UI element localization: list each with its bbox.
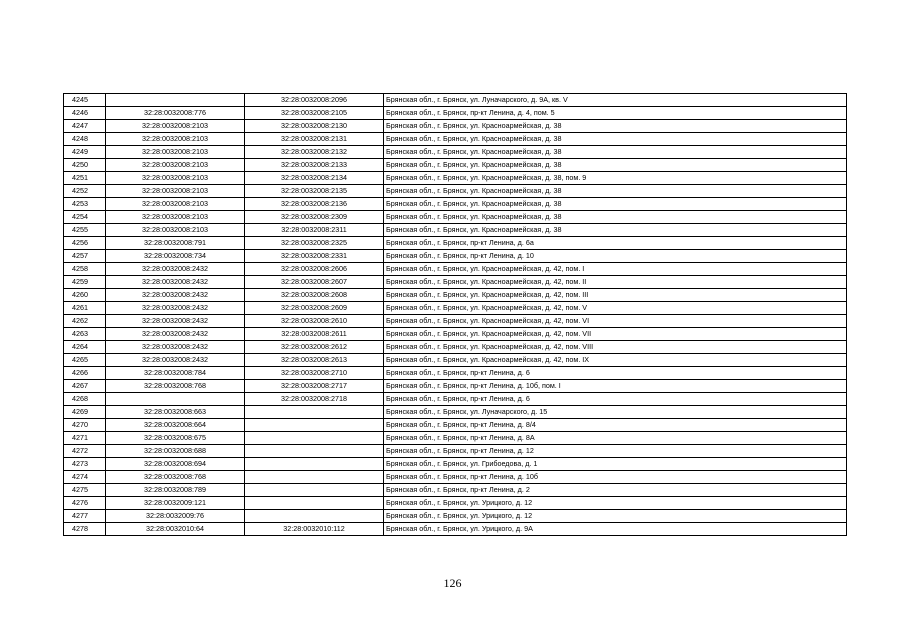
address-cell: Брянская обл., г. Брянск, ул. Красноармейская, д. 38 [384,185,847,198]
object-cadastral-number-cell [245,458,384,471]
parcel-cadastral-number-cell: 32:28:0032008:2432 [106,315,245,328]
object-cadastral-number-cell [245,497,384,510]
table-row [64,172,847,185]
row-number-cell: 4267 [64,380,106,393]
property-registry-table [63,93,847,536]
row-number-cell: 4252 [64,185,106,198]
object-cadastral-number-cell: 32:28:0032008:2132 [245,146,384,159]
row-number-cell: 4275 [64,484,106,497]
object-cadastral-number-cell: 32:28:0032008:2718 [245,393,384,406]
table-row [64,263,847,276]
address-cell: Брянская обл., г. Брянск, ул. Красноармейская, д. 38 [384,198,847,211]
address-cell: Брянская обл., г. Брянск, ул. Красноармейская, д. 38 [384,211,847,224]
row-number-cell: 4260 [64,289,106,302]
table-row [64,224,847,237]
parcel-cadastral-number-cell: 32:28:0032008:776 [106,107,245,120]
address-cell: Брянская обл., г. Брянск, ул. Красноармейская, д. 42, пом. VII [384,328,847,341]
parcel-cadastral-number-cell [106,94,245,107]
object-cadastral-number-cell: 32:28:0032008:2133 [245,159,384,172]
object-cadastral-number-cell: 32:28:0032008:2607 [245,276,384,289]
parcel-cadastral-number-cell: 32:28:0032008:2103 [106,224,245,237]
address-cell: Брянская обл., г. Брянск, пр-кт Ленина, д. 8/4 [384,419,847,432]
parcel-cadastral-number-cell: 32:28:0032008:2103 [106,133,245,146]
table-row [64,276,847,289]
row-number-cell: 4271 [64,432,106,445]
row-number-cell: 4265 [64,354,106,367]
row-number-cell: 4266 [64,367,106,380]
row-number-cell: 4256 [64,237,106,250]
address-cell: Брянская обл., г. Брянск, ул. Красноармейская, д. 38 [384,159,847,172]
parcel-cadastral-number-cell: 32:28:0032008:663 [106,406,245,419]
row-number-cell: 4249 [64,146,106,159]
object-cadastral-number-cell: 32:28:0032008:2311 [245,224,384,237]
parcel-cadastral-number-cell: 32:28:0032010:64 [106,523,245,536]
parcel-cadastral-number-cell: 32:28:0032008:791 [106,237,245,250]
parcel-cadastral-number-cell: 32:28:0032008:2432 [106,289,245,302]
object-cadastral-number-cell: 32:28:0032008:2105 [245,107,384,120]
parcel-cadastral-number-cell: 32:28:0032008:2103 [106,159,245,172]
object-cadastral-number-cell: 32:28:0032010:112 [245,523,384,536]
address-cell: Брянская обл., г. Брянск, пр-кт Ленина, д. 4, пом. 5 [384,107,847,120]
object-cadastral-number-cell [245,484,384,497]
table-row [64,289,847,302]
address-cell: Брянская обл., г. Брянск, ул. Грибоедова, д. 1 [384,458,847,471]
address-cell: Брянская обл., г. Брянск, ул. Красноармейская, д. 38 [384,133,847,146]
row-number-cell: 4250 [64,159,106,172]
parcel-cadastral-number-cell: 32:28:0032008:2432 [106,276,245,289]
object-cadastral-number-cell: 32:28:0032008:2131 [245,133,384,146]
table-row [64,497,847,510]
address-cell: Брянская обл., г. Брянск, ул. Красноармейская, д. 42, пом. III [384,289,847,302]
parcel-cadastral-number-cell: 32:28:0032008:734 [106,250,245,263]
parcel-cadastral-number-cell: 32:28:0032008:664 [106,419,245,432]
table-row [64,523,847,536]
row-number-cell: 4261 [64,302,106,315]
row-number-cell: 4248 [64,133,106,146]
object-cadastral-number-cell [245,406,384,419]
table-row [64,419,847,432]
row-number-cell: 4263 [64,328,106,341]
table-row [64,406,847,419]
table-row [64,432,847,445]
object-cadastral-number-cell: 32:28:0032008:2096 [245,94,384,107]
object-cadastral-number-cell: 32:28:0032008:2609 [245,302,384,315]
parcel-cadastral-number-cell: 32:28:0032008:784 [106,367,245,380]
parcel-cadastral-number-cell: 32:28:0032008:768 [106,471,245,484]
table-row [64,146,847,159]
row-number-cell: 4274 [64,471,106,484]
row-number-cell: 4273 [64,458,106,471]
page-number: 126 [443,576,462,590]
parcel-cadastral-number-cell: 32:28:0032008:2103 [106,172,245,185]
parcel-cadastral-number-cell [106,393,245,406]
address-cell: Брянская обл., г. Брянск, ул. Красноармейская, д. 38 [384,224,847,237]
address-cell: Брянская обл., г. Брянск, пр-кт Ленина, д. 6 [384,393,847,406]
parcel-cadastral-number-cell: 32:28:0032008:2432 [106,263,245,276]
address-cell: Брянская обл., г. Брянск, пр-кт Ленина, д. 12 [384,445,847,458]
address-cell: Брянская обл., г. Брянск, пр-кт Ленина, д. 8А [384,432,847,445]
table-row [64,159,847,172]
parcel-cadastral-number-cell: 32:28:0032008:2432 [106,354,245,367]
row-number-cell: 4276 [64,497,106,510]
parcel-cadastral-number-cell: 32:28:0032008:694 [106,458,245,471]
table-row [64,510,847,523]
parcel-cadastral-number-cell: 32:28:0032008:2103 [106,120,245,133]
address-cell: Брянская обл., г. Брянск, ул. Красноармейская, д. 42, пом. V [384,302,847,315]
table-row [64,185,847,198]
table-row [64,250,847,263]
parcel-cadastral-number-cell: 32:28:0032008:2103 [106,211,245,224]
address-cell: Брянская обл., г. Брянск, ул. Красноармейская, д. 42, пом. VI [384,315,847,328]
table-row [64,380,847,393]
address-cell: Брянская обл., г. Брянск, пр-кт Ленина, д. 10 [384,250,847,263]
address-cell: Брянская обл., г. Брянск, ул. Красноармейская, д. 38, пом. 9 [384,172,847,185]
object-cadastral-number-cell [245,419,384,432]
address-cell: Брянская обл., г. Брянск, ул. Луначарского, д. 9А, кв. V [384,94,847,107]
object-cadastral-number-cell: 32:28:0032008:2613 [245,354,384,367]
parcel-cadastral-number-cell: 32:28:0032008:2432 [106,341,245,354]
object-cadastral-number-cell: 32:28:0032008:2717 [245,380,384,393]
object-cadastral-number-cell [245,432,384,445]
parcel-cadastral-number-cell: 32:28:0032008:675 [106,432,245,445]
table-row [64,471,847,484]
row-number-cell: 4253 [64,198,106,211]
address-cell: Брянская обл., г. Брянск, пр-кт Ленина, д. 10б [384,471,847,484]
row-number-cell: 4262 [64,315,106,328]
object-cadastral-number-cell [245,471,384,484]
address-cell: Брянская обл., г. Брянск, ул. Урицкого, д. 12 [384,497,847,510]
table-row [64,302,847,315]
row-number-cell: 4278 [64,523,106,536]
address-cell: Брянская обл., г. Брянск, ул. Урицкого, д. 9А [384,523,847,536]
object-cadastral-number-cell: 32:28:0032008:2309 [245,211,384,224]
object-cadastral-number-cell: 32:28:0032008:2325 [245,237,384,250]
row-number-cell: 4258 [64,263,106,276]
row-number-cell: 4270 [64,419,106,432]
address-cell: Брянская обл., г. Брянск, ул. Красноармейская, д. 42, пом. IX [384,354,847,367]
parcel-cadastral-number-cell: 32:28:0032009:121 [106,497,245,510]
address-cell: Брянская обл., г. Брянск, пр-кт Ленина, д. 6 [384,367,847,380]
row-number-cell: 4251 [64,172,106,185]
address-cell: Брянская обл., г. Брянск, пр-кт Ленина, д. 6а [384,237,847,250]
address-cell: Брянская обл., г. Брянск, ул. Красноармейская, д. 42, пом. II [384,276,847,289]
table-row [64,94,847,107]
table-row [64,484,847,497]
object-cadastral-number-cell: 32:28:0032008:2608 [245,289,384,302]
row-number-cell: 4264 [64,341,106,354]
row-number-cell: 4255 [64,224,106,237]
address-cell: Брянская обл., г. Брянск, ул. Красноармейская, д. 42, пом. VIII [384,341,847,354]
object-cadastral-number-cell: 32:28:0032008:2136 [245,198,384,211]
parcel-cadastral-number-cell: 32:28:0032008:2103 [106,185,245,198]
address-cell: Брянская обл., г. Брянск, ул. Урицкого, д. 12 [384,510,847,523]
table-row [64,237,847,250]
row-number-cell: 4272 [64,445,106,458]
parcel-cadastral-number-cell: 32:28:0032008:768 [106,380,245,393]
row-number-cell: 4254 [64,211,106,224]
table-row [64,354,847,367]
object-cadastral-number-cell: 32:28:0032008:2331 [245,250,384,263]
row-number-cell: 4257 [64,250,106,263]
table-row [64,211,847,224]
address-cell: Брянская обл., г. Брянск, пр-кт Ленина, д. 10б, пом. I [384,380,847,393]
table-row [64,341,847,354]
address-cell: Брянская обл., г. Брянск, пр-кт Ленина, д. 2 [384,484,847,497]
parcel-cadastral-number-cell: 32:28:0032009:76 [106,510,245,523]
parcel-cadastral-number-cell: 32:28:0032008:789 [106,484,245,497]
parcel-cadastral-number-cell: 32:28:0032008:2103 [106,146,245,159]
address-cell: Брянская обл., г. Брянск, ул. Красноармейская, д. 38 [384,146,847,159]
object-cadastral-number-cell: 32:28:0032008:2134 [245,172,384,185]
table-row [64,120,847,133]
object-cadastral-number-cell [245,445,384,458]
object-cadastral-number-cell: 32:28:0032008:2710 [245,367,384,380]
row-number-cell: 4246 [64,107,106,120]
table-row [64,107,847,120]
table-row [64,445,847,458]
parcel-cadastral-number-cell: 32:28:0032008:2103 [106,198,245,211]
table-row [64,367,847,380]
table-row [64,315,847,328]
object-cadastral-number-cell: 32:28:0032008:2130 [245,120,384,133]
row-number-cell: 4259 [64,276,106,289]
row-number-cell: 4269 [64,406,106,419]
table-row [64,393,847,406]
table-row [64,328,847,341]
table-row [64,198,847,211]
row-number-cell: 4245 [64,94,106,107]
parcel-cadastral-number-cell: 32:28:0032008:2432 [106,328,245,341]
parcel-cadastral-number-cell: 32:28:0032008:688 [106,445,245,458]
registry-table-body [64,94,847,536]
object-cadastral-number-cell: 32:28:0032008:2611 [245,328,384,341]
object-cadastral-number-cell: 32:28:0032008:2610 [245,315,384,328]
address-cell: Брянская обл., г. Брянск, ул. Красноармейская, д. 42, пом. I [384,263,847,276]
object-cadastral-number-cell: 32:28:0032008:2612 [245,341,384,354]
address-cell: Брянская обл., г. Брянск, ул. Красноармейская, д. 38 [384,120,847,133]
object-cadastral-number-cell: 32:28:0032008:2135 [245,185,384,198]
row-number-cell: 4277 [64,510,106,523]
parcel-cadastral-number-cell: 32:28:0032008:2432 [106,302,245,315]
table-row [64,458,847,471]
object-cadastral-number-cell: 32:28:0032008:2606 [245,263,384,276]
address-cell: Брянская обл., г. Брянск, ул. Луначарского, д. 15 [384,406,847,419]
row-number-cell: 4268 [64,393,106,406]
row-number-cell: 4247 [64,120,106,133]
table-row [64,133,847,146]
object-cadastral-number-cell [245,510,384,523]
